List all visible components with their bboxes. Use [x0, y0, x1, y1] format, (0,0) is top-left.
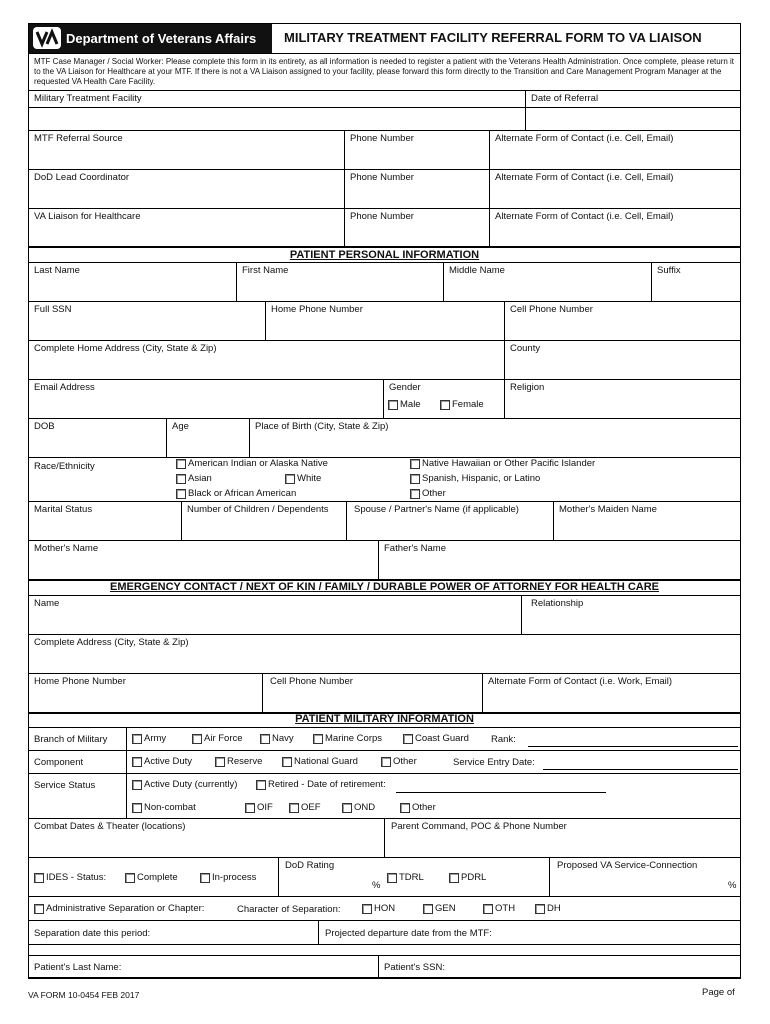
- race-asian-checkbox[interactable]: Asian: [176, 473, 212, 484]
- cell-phone-label: Cell Phone Number: [510, 304, 593, 315]
- divider: [318, 920, 319, 944]
- mothers-maiden-label: Mother's Maiden Name: [559, 504, 657, 515]
- divider: [28, 595, 741, 596]
- checkbox-icon: [132, 780, 142, 790]
- service-status-label: Service Status: [34, 780, 96, 791]
- divider: [346, 501, 347, 540]
- checkbox-icon: [200, 873, 210, 883]
- divider: [28, 457, 741, 458]
- divider: [378, 955, 379, 979]
- checkbox-icon: [423, 904, 433, 914]
- checkbox-icon: [256, 780, 266, 790]
- home-phone-label: Home Phone Number: [271, 304, 363, 315]
- proposed-va-label: Proposed VA Service-Connection: [557, 860, 698, 871]
- checkbox-icon: [381, 757, 391, 767]
- status-active-duty-checkbox[interactable]: Active Duty (currently): [132, 779, 237, 790]
- proposed-va-percent: %: [728, 880, 737, 891]
- divider: [504, 301, 505, 418]
- last-name-label: Last Name: [34, 265, 80, 276]
- divider: [28, 773, 741, 774]
- ec-alt-contact-label: Alternate Form of Contact (i.e. Work, Email): [488, 676, 673, 687]
- divider: [28, 944, 741, 945]
- alt-contact-label: Alternate Form of Contact (i.e. Cell, Email): [495, 211, 674, 222]
- divider: [265, 301, 266, 340]
- children-label: Number of Children / Dependents: [187, 504, 329, 515]
- phone-label: Phone Number: [350, 211, 414, 222]
- checkbox-icon: [176, 474, 186, 484]
- checkbox-icon: [192, 734, 202, 744]
- dob-label: DOB: [34, 421, 55, 432]
- branch-marine-corps-checkbox[interactable]: Marine Corps: [313, 733, 382, 744]
- checkbox-icon: [282, 757, 292, 767]
- status-non-combat-checkbox[interactable]: Non-combat: [132, 802, 196, 813]
- status-oif-checkbox[interactable]: OIF: [245, 802, 273, 813]
- divider: [489, 130, 490, 247]
- status-ond-checkbox[interactable]: OND: [342, 802, 375, 813]
- divider: [28, 727, 741, 728]
- checkbox-icon: [483, 904, 493, 914]
- checkbox-icon: [176, 489, 186, 499]
- checkbox-icon: [260, 734, 270, 744]
- emergency-contact-heading: EMERGENCY CONTACT / NEXT OF KIN / FAMILY / DURABLE POWER OF ATTORNEY FOR HEALTH CARE: [109, 581, 659, 593]
- middle-name-label: Middle Name: [449, 265, 505, 276]
- checkbox-icon: [387, 873, 397, 883]
- projected-departure-label: Projected departure date from the MTF:: [325, 928, 492, 939]
- status-retired-checkbox[interactable]: Retired - Date of retirement:: [256, 779, 386, 790]
- divider: [28, 896, 741, 897]
- retirement-date-input[interactable]: [396, 792, 606, 793]
- divider: [549, 857, 550, 896]
- checkbox-icon: [34, 904, 44, 914]
- checkbox-icon: [176, 459, 186, 469]
- patient-ssn-label: Patient's SSN:: [384, 962, 445, 973]
- checkbox-icon: [403, 734, 413, 744]
- alt-contact-label: Alternate Form of Contact (i.e. Cell, Email): [495, 172, 674, 183]
- divider: [28, 107, 741, 108]
- character-hon-checkbox[interactable]: HON: [362, 903, 395, 914]
- race-black-checkbox[interactable]: Black or African American: [176, 488, 296, 499]
- divider: [28, 53, 741, 54]
- ec-address-label: Complete Address (City, State & Zip): [34, 637, 189, 648]
- suffix-label: Suffix: [657, 265, 681, 276]
- dod-rating-percent: %: [372, 880, 381, 891]
- branch-label: Branch of Military: [34, 734, 108, 745]
- home-address-label: Complete Home Address (City, State & Zip): [34, 343, 217, 354]
- checkbox-icon: [410, 489, 420, 499]
- county-label: County: [510, 343, 541, 354]
- separation-date-label: Separation date this period:: [34, 928, 151, 939]
- patient-last-name-label: Patient's Last Name:: [34, 962, 122, 973]
- checkbox-icon: [362, 904, 372, 914]
- component-active-duty-checkbox[interactable]: Active Duty: [132, 756, 192, 767]
- divider: [28, 920, 741, 921]
- gender-male-checkbox[interactable]: Male: [388, 399, 421, 410]
- divider: [28, 301, 741, 302]
- full-ssn-label: Full SSN: [34, 304, 72, 315]
- ec-relationship-label: Relationship: [531, 598, 584, 609]
- divider: [443, 262, 444, 301]
- branch-air-force-checkbox[interactable]: Air Force: [192, 733, 243, 744]
- component-label: Component: [34, 757, 84, 768]
- ides-in-process-checkbox[interactable]: In-process: [200, 872, 256, 883]
- admin-separation-checkbox[interactable]: Administrative Separation or Chapter:: [34, 903, 204, 914]
- divider: [262, 673, 263, 712]
- phone-label: Phone Number: [350, 133, 414, 144]
- race-native-hawaiian-checkbox[interactable]: Native Hawaiian or Other Pacific Islander: [410, 458, 595, 469]
- status-oef-checkbox[interactable]: OEF: [289, 802, 321, 813]
- military-info-heading: PATIENT MILITARY INFORMATION: [295, 713, 474, 725]
- form-title: MILITARY TREATMENT FACILITY REFERRAL FORM TO VA LIAISON: [284, 30, 702, 45]
- checkbox-icon: [125, 873, 135, 883]
- age-label: Age: [172, 421, 189, 432]
- checkbox-icon: [245, 803, 255, 813]
- gender-label: Gender: [389, 382, 421, 393]
- race-white-checkbox[interactable]: White: [285, 473, 321, 484]
- checkbox-icon: [410, 474, 420, 484]
- checkbox-icon: [410, 459, 420, 469]
- va-liaison-label: VA Liaison for Healthcare: [34, 211, 141, 222]
- service-entry-input[interactable]: [543, 769, 738, 770]
- combat-dates-label: Combat Dates & Theater (locations): [34, 821, 186, 832]
- religion-label: Religion: [510, 382, 545, 393]
- checkbox-icon: [440, 400, 450, 410]
- character-dh-checkbox[interactable]: DH: [535, 903, 561, 914]
- checkbox-icon: [285, 474, 295, 484]
- branch-army-checkbox[interactable]: Army: [132, 733, 166, 744]
- ec-cell-phone-label: Cell Phone Number: [270, 676, 353, 687]
- divider: [28, 750, 741, 751]
- checkbox-icon: [400, 803, 410, 813]
- character-of-separation-label: Character of Separation:: [237, 904, 341, 915]
- status-other-checkbox[interactable]: Other: [400, 802, 436, 813]
- alt-contact-label: Alternate Form of Contact (i.e. Cell, Email): [495, 133, 674, 144]
- parent-command-label: Parent Command, POC & Phone Number: [391, 821, 567, 832]
- divider: [521, 595, 522, 634]
- form-number: VA FORM 10-0454 FEB 2017: [28, 990, 140, 1000]
- first-name-label: First Name: [242, 265, 289, 276]
- instructions: MTF Case Manager / Social Worker: Please complete this form in its entirety, as all information is needed to register a patient with the Veterans Health Administration. Once complete, please return it to the VA Liaison for Healthcare at your MTF. If there is not a VA Liaison assigned to your facility, please forward this form directly to the Transition and Care Management Program Manager at the requested VA Health Care Facility.: [34, 57, 735, 86]
- checkbox-icon: [132, 803, 142, 813]
- ides-complete-checkbox[interactable]: Complete: [125, 872, 178, 883]
- branch-coast-guard-checkbox[interactable]: Coast Guard: [403, 733, 469, 744]
- service-entry-label: Service Entry Date:: [453, 757, 535, 768]
- personal-info-heading: PATIENT PERSONAL INFORMATION: [289, 249, 480, 261]
- email-label: Email Address: [34, 382, 95, 393]
- page-number: Page of: [702, 987, 735, 998]
- checkbox-icon: [535, 904, 545, 914]
- ec-name-label: Name: [34, 598, 60, 609]
- gender-female-checkbox[interactable]: Female: [440, 399, 484, 410]
- checkbox-icon: [342, 803, 352, 813]
- dod-rating-label: DoD Rating: [285, 860, 335, 871]
- ec-home-phone-label: Home Phone Number: [34, 676, 126, 687]
- component-national-guard-checkbox[interactable]: National Guard: [282, 756, 358, 767]
- character-gen-checkbox[interactable]: GEN: [423, 903, 456, 914]
- fathers-name-label: Father's Name: [384, 543, 447, 554]
- divider: [28, 246, 741, 248]
- dod-lead-label: DoD Lead Coordinator: [34, 172, 130, 183]
- rank-input[interactable]: [528, 746, 738, 747]
- agency-name: Department of Veterans Affairs: [66, 30, 257, 46]
- checkbox-icon: [388, 400, 398, 410]
- ides-status-checkbox[interactable]: IDES - Status:: [34, 872, 106, 883]
- checkbox-icon: [132, 757, 142, 767]
- mothers-name-label: Mother's Name: [34, 543, 99, 554]
- character-oth-checkbox[interactable]: OTH: [483, 903, 515, 914]
- checkbox-icon: [215, 757, 225, 767]
- race-hispanic-checkbox[interactable]: Spanish, Hispanic, or Latino: [410, 473, 540, 484]
- phone-label: Phone Number: [350, 172, 414, 183]
- checkbox-icon: [132, 734, 142, 744]
- divider: [28, 262, 741, 263]
- branch-navy-checkbox[interactable]: Navy: [260, 733, 294, 744]
- date-of-referral-label: Date of Referral: [531, 93, 599, 104]
- race-other-checkbox[interactable]: Other: [410, 488, 446, 499]
- divider: [344, 130, 345, 247]
- checkbox-icon: [449, 873, 459, 883]
- mtf-referral-source-label: MTF Referral Source: [34, 133, 123, 144]
- checkbox-icon: [34, 873, 44, 883]
- rank-label: Rank:: [491, 734, 516, 745]
- checkbox-icon: [289, 803, 299, 813]
- checkbox-icon: [313, 734, 323, 744]
- divider: [651, 262, 652, 301]
- spouse-label: Spouse / Partner's Name (if applicable): [354, 504, 519, 515]
- divider: [236, 262, 237, 301]
- tdrl-checkbox[interactable]: TDRL: [387, 872, 424, 883]
- component-reserve-checkbox[interactable]: Reserve: [215, 756, 262, 767]
- place-of-birth-label: Place of Birth (City, State & Zip): [255, 421, 389, 432]
- pdrl-checkbox[interactable]: PDRL: [449, 872, 486, 883]
- component-other-checkbox[interactable]: Other: [381, 756, 417, 767]
- race-american-indian-checkbox[interactable]: American Indian or Alaska Native: [176, 458, 328, 469]
- mtf-label: Military Treatment Facility: [34, 93, 142, 104]
- race-label: Race/Ethnicity: [34, 461, 95, 472]
- marital-status-label: Marital Status: [34, 504, 93, 515]
